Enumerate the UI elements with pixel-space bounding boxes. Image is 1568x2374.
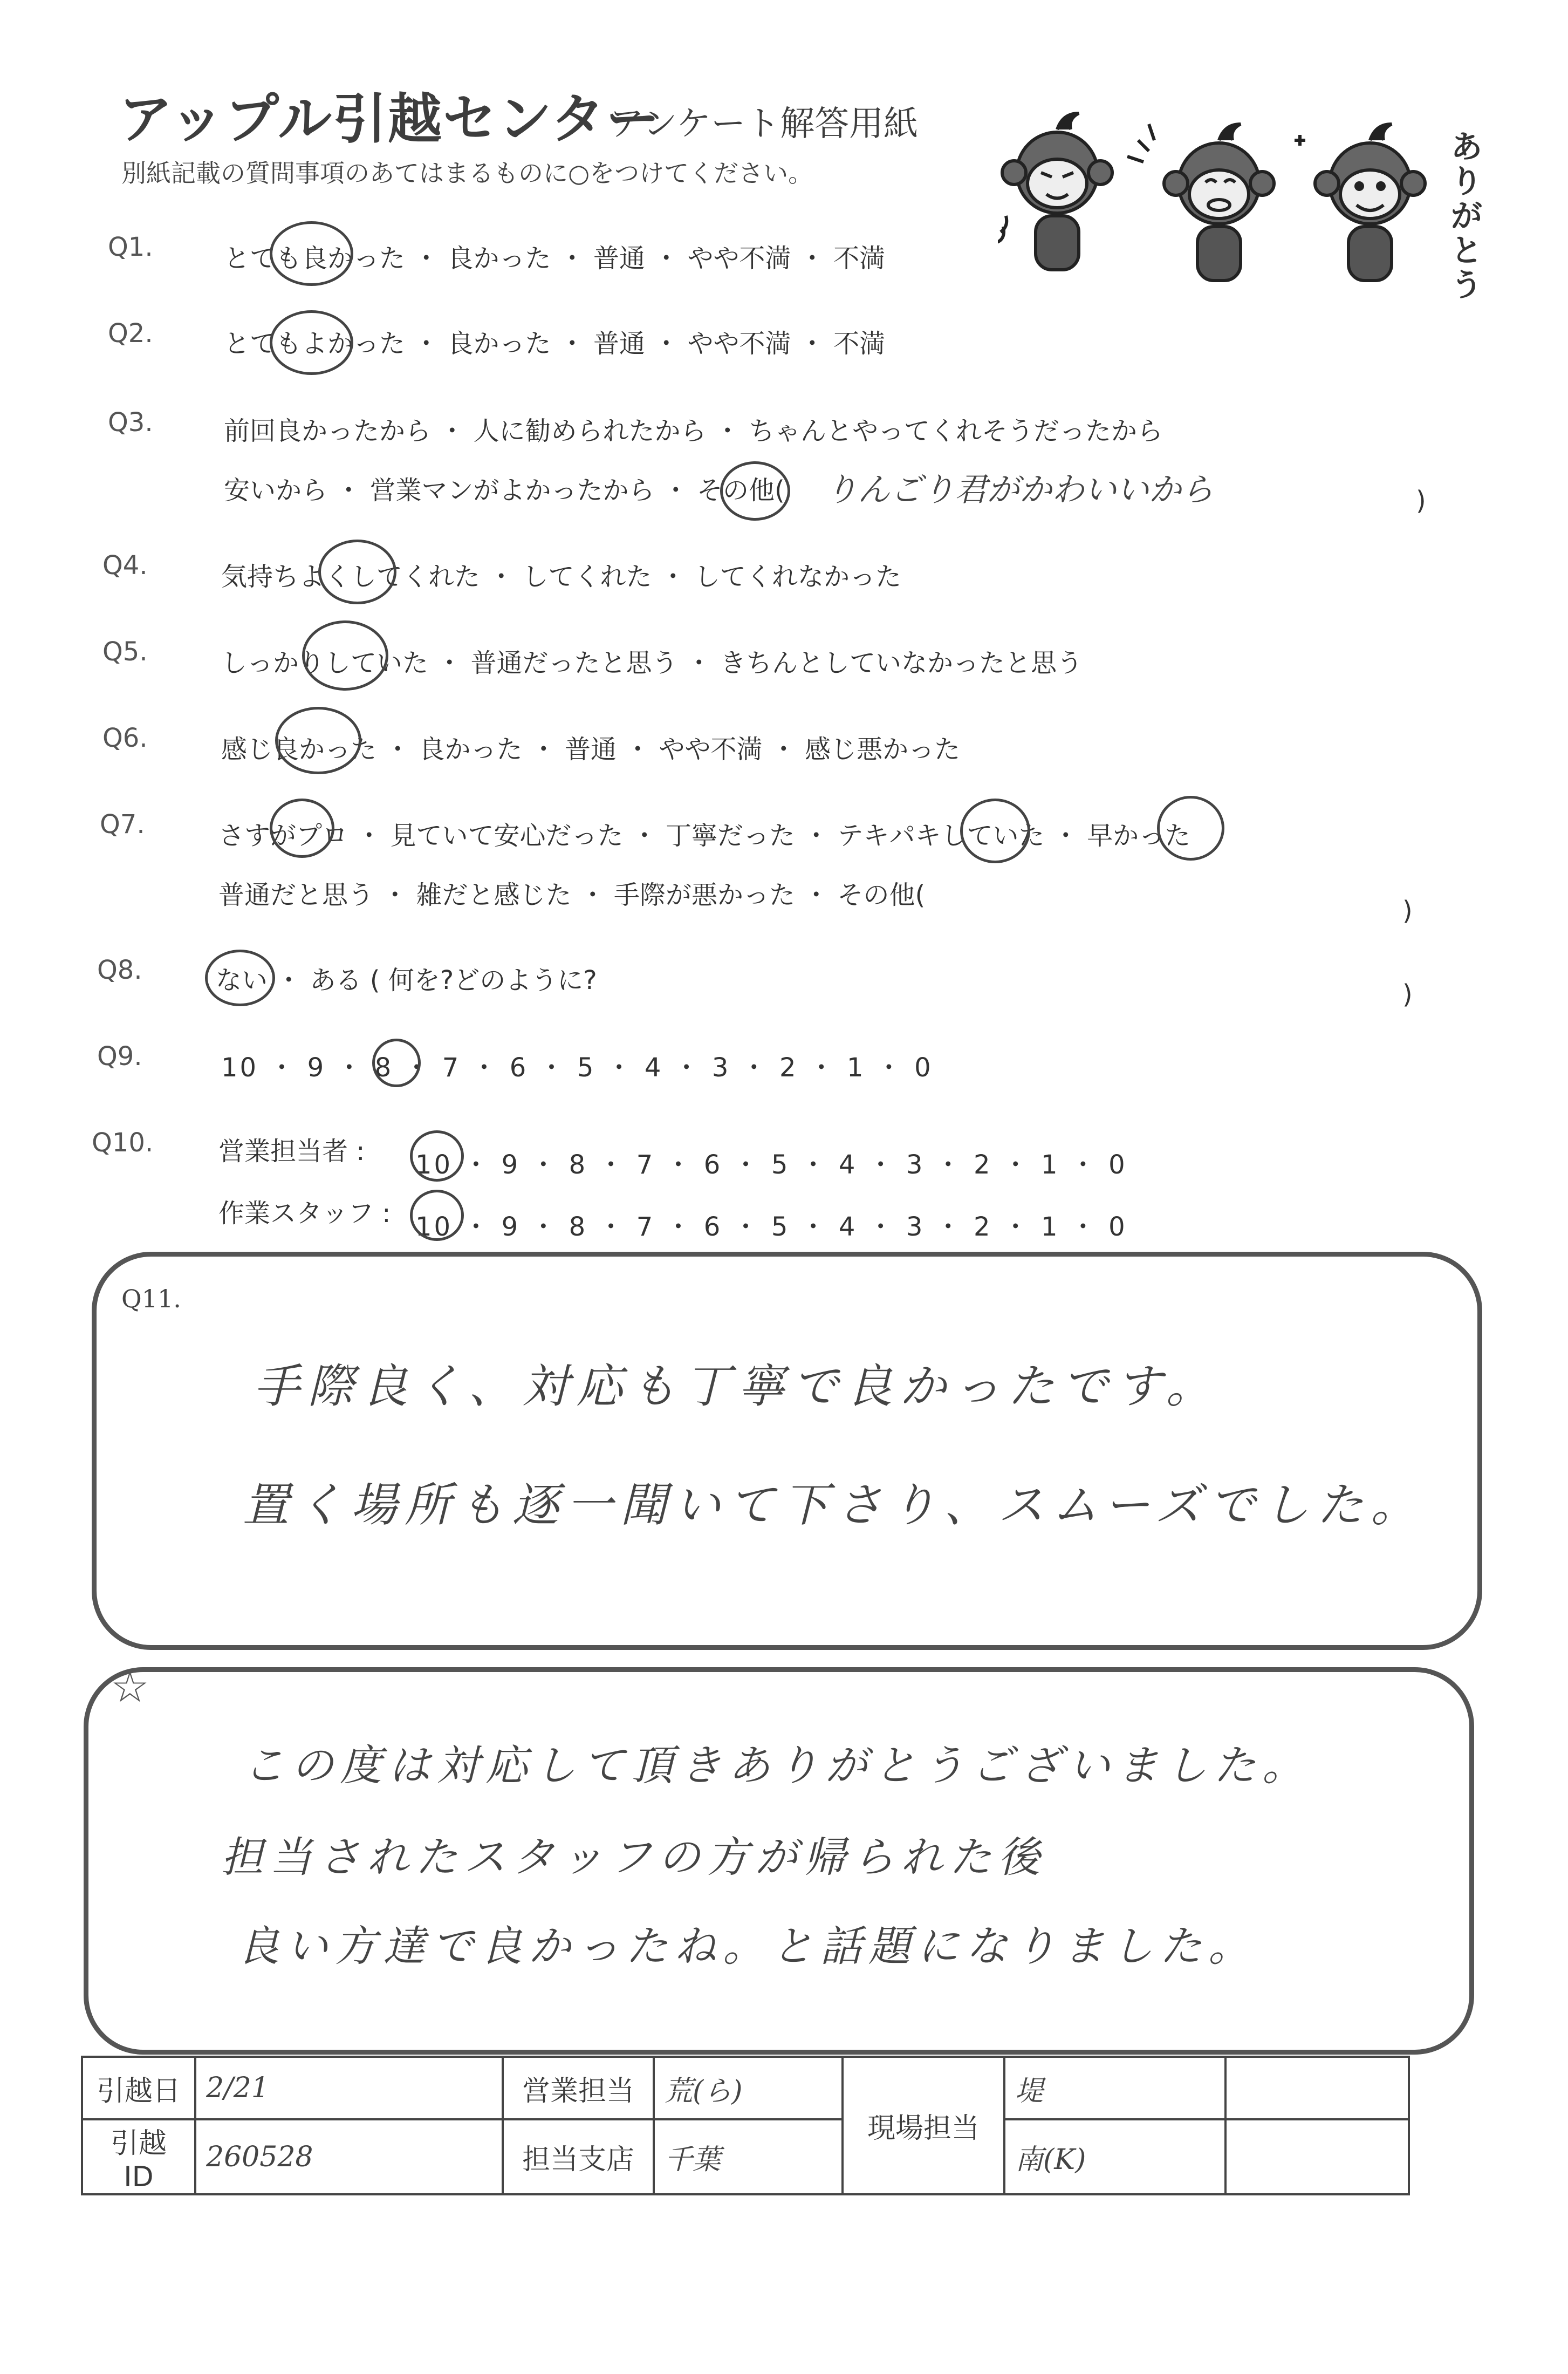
q7-selection-circle-2 — [960, 799, 1030, 863]
moving-id-value: 260528 — [195, 2119, 503, 2194]
q10-label: Q10. — [92, 1128, 154, 1158]
q3-selection-circle — [720, 461, 790, 521]
q7-selection-circle-1 — [270, 799, 334, 858]
site-rep-value-1: 堤 — [1004, 2057, 1225, 2119]
q7-options-line2: 普通だと思う ・ 雑だと感じた ・ 手際が悪かった ・ その他( — [218, 880, 926, 910]
q3-label: Q3. — [108, 407, 153, 438]
moving-date-label: 引越日 — [82, 2057, 195, 2119]
q10-sales-scale: 10 ・ 9 ・ 8 ・ 7 ・ 6 ・ 5 ・ 4 ・ 3 ・ 2 ・ 1 ・ 0 — [415, 1150, 1127, 1180]
q11-answer-line-1: 手際良く、対応も丁寧で良かったです。 — [254, 1360, 1220, 1414]
form-subtitle: アンケート解答用紙 — [610, 104, 919, 144]
q2-selection-circle — [270, 310, 353, 375]
q1-options: とても良かった ・ 良かった ・ 普通 ・ やや不満 ・ 不満 — [224, 243, 886, 274]
q3-options-line1: 前回良かったから ・ 人に勧められたから ・ ちゃんとやってくれそうだったから — [224, 416, 1163, 446]
q4-options: 気持ちよくしてくれた ・ してくれた ・ してくれなかった — [221, 562, 902, 592]
form-title: アップル引越センター — [119, 87, 661, 151]
site-rep-extra-2 — [1225, 2119, 1409, 2194]
q9-scale: 10 ・ 9 ・ 8 ・ 7 ・ 6 ・ 5 ・ 4 ・ 3 ・ 2 ・ 1 ・ 0 — [221, 1053, 933, 1083]
q1-label: Q1. — [108, 232, 153, 262]
q10-staff-selection-circle — [410, 1190, 464, 1241]
q7-selection-circle-3 — [1157, 796, 1224, 861]
monkey-1-icon — [998, 113, 1112, 270]
q6-options: 感じ良かった ・ 良かった ・ 普通 ・ やや不満 ・ 感じ悪かった — [221, 734, 961, 765]
q2-options: とてもよかった ・ 良かった ・ 普通 ・ やや不満 ・ 不満 — [224, 329, 886, 359]
q9-label: Q9. — [97, 1041, 142, 1072]
form-instruction: 別紙記載の質問事項のあてはまるものに○をつけてください。 — [121, 159, 813, 188]
q7-label: Q7. — [100, 809, 145, 840]
q4-selection-circle — [318, 540, 396, 604]
site-rep-label: 現場担当 — [843, 2057, 1004, 2194]
q11-answer-line-2: 置く場所も逐一聞いて下さり、スムーズでした。 — [243, 1478, 1425, 1532]
q5-label: Q5. — [102, 637, 148, 667]
sales-rep-label: 営業担当 — [503, 2057, 654, 2119]
comment-line-1: この度は対応して頂きありがとうございました。 — [243, 1742, 1311, 1790]
branch-label: 担当支店 — [503, 2119, 654, 2194]
monkey-mascot-illustration — [998, 108, 1483, 302]
q6-selection-circle — [275, 707, 361, 774]
q11-box — [92, 1252, 1482, 1650]
q3-close-paren: ) — [1416, 486, 1426, 516]
q3-other-answer: りんごり君がかわいいから — [825, 471, 1214, 509]
q8-close-paren: ) — [1402, 979, 1413, 1009]
comment-line-3: 良い方達で良かったね。と話題になりました。 — [237, 1922, 1257, 1971]
q6-label: Q6. — [102, 723, 148, 753]
q2-label: Q2. — [108, 318, 153, 349]
q10-staff-label: 作業スタッフ : — [218, 1198, 391, 1229]
branch-value: 千葉 — [654, 2119, 843, 2194]
q10-staff-scale: 10 ・ 9 ・ 8 ・ 7 ・ 6 ・ 5 ・ 4 ・ 3 ・ 2 ・ 1 ・ 0 — [415, 1212, 1127, 1242]
q7-close-paren: ) — [1402, 896, 1413, 926]
q8-selection-circle — [205, 950, 275, 1006]
q3-options-line2: 安いから ・ 営業マンがよかったから ・ その他( — [224, 475, 785, 506]
site-rep-value-2: 南(K) — [1004, 2119, 1225, 2194]
moving-id-label: 引越 ID — [82, 2119, 195, 2194]
q10-sales-selection-circle — [410, 1130, 464, 1182]
comment-line-2: 担当されたスタッフの方が帰られた後 — [221, 1833, 1047, 1882]
q5-options: しっかりしていた ・ 普通だったと思う ・ きちんとしていなかったと思う — [221, 648, 1083, 678]
monkey-2-icon — [1127, 124, 1274, 281]
sales-rep-value: 荒(ら) — [654, 2057, 843, 2119]
q10-sales-label: 営業担当者 : — [218, 1136, 365, 1166]
q1-selection-circle — [270, 221, 353, 286]
q8-options: ない ・ ある ( 何を?どのように? — [216, 965, 597, 995]
q9-selection-circle — [372, 1039, 421, 1087]
site-rep-extra-1 — [1225, 2057, 1409, 2119]
monkey-3-icon — [1295, 124, 1425, 281]
q11-label: Q11. — [121, 1284, 181, 1313]
q4-label: Q4. — [102, 550, 148, 581]
footer-table — [81, 2056, 1410, 2195]
star-icon: ☆ — [111, 1662, 149, 1712]
q8-label: Q8. — [97, 955, 142, 985]
moving-date-value: 2/21 — [195, 2057, 503, 2119]
thanks-text: ありがとう — [1451, 128, 1483, 303]
q5-selection-circle — [302, 620, 388, 691]
q7-options-line1: さすがプロ ・ 見ていて安心だった ・ 丁寧だった ・ テキパキしていた ・ 早かった — [218, 821, 1191, 851]
